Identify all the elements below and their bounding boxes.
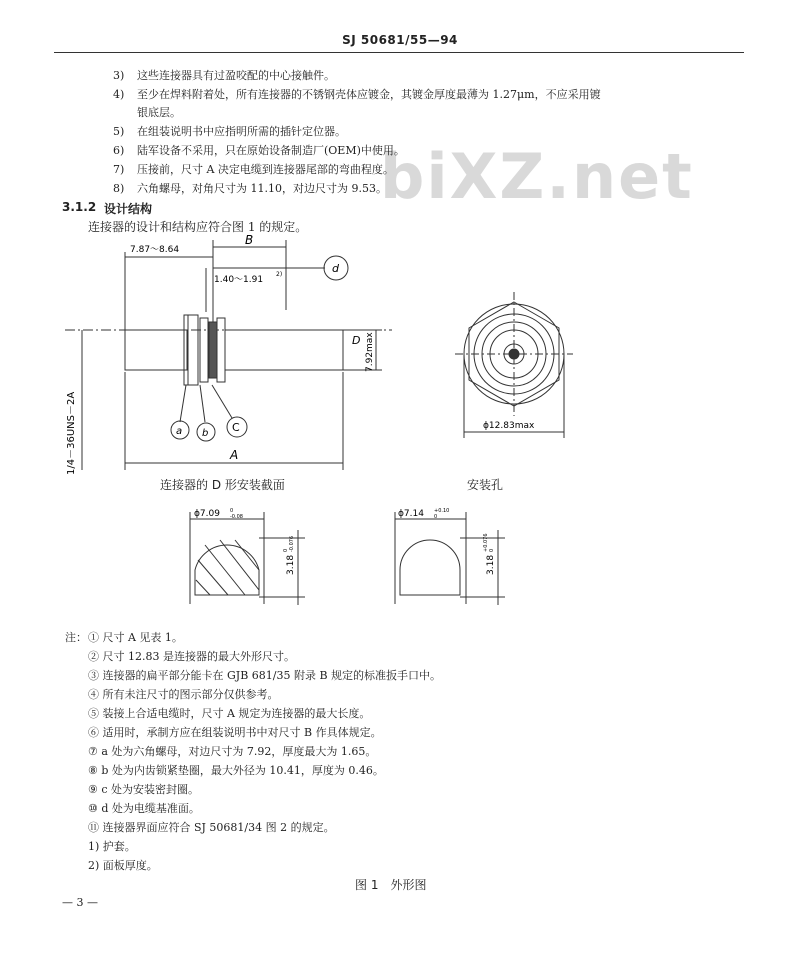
- sec2-width-tol-up: +0.10: [434, 508, 450, 514]
- dim-mid-note: 2): [276, 271, 283, 278]
- note-item: 1) 护套。: [88, 840, 136, 853]
- note-item: ⑩ d 处为电缆基准面。: [88, 802, 200, 815]
- dim-d-label: D: [352, 334, 361, 347]
- sec1-height-label: 3.18: [286, 554, 296, 575]
- caption-mounting-section: 连接器的 D 形安装截面: [160, 478, 285, 492]
- note-item: ③ 连接器的扁平部分能卡在 GJB 681/35 附录 B 规定的标准扳手口中。: [88, 669, 442, 682]
- watermark: biXZ.net: [380, 140, 694, 213]
- sec2-height-tol-up: +0.076: [483, 533, 489, 552]
- doc-header: SJ 50681/55—94: [342, 33, 458, 47]
- note-item: ④ 所有未注尺寸的图示部分仅供参考。: [88, 688, 279, 701]
- item-text: 压接前，尺寸 A 决定电缆到连接器尾部的弯曲程度。: [137, 163, 394, 176]
- figure-caption: 图 1 外形图: [355, 878, 427, 892]
- sec2-width-label: ϕ7.14: [398, 509, 424, 519]
- item-text: 至少在焊料附着处，所有连接器的不锈钢壳体应镀金，其镀金厚度最薄为 1.27μm，不应采用镀: [137, 88, 601, 101]
- page-number-value: 3: [76, 896, 84, 909]
- note-item: 2) 面板厚度。: [88, 859, 158, 872]
- dim-top-label: 7.87～8.64: [130, 245, 180, 255]
- item-number: 8): [113, 182, 125, 195]
- note-item: ② 尺寸 12.83 是连接器的最大外形尺寸。: [88, 650, 295, 663]
- sec1-height-tol-up: 0: [283, 548, 289, 552]
- ref-d-label: d: [332, 262, 339, 275]
- caption-mounting-hole: 安装孔: [467, 478, 504, 492]
- sec2-width-tol-dn: 0: [434, 514, 438, 520]
- item-text: 这些连接器具有过盈咬配的中心接触件。: [137, 69, 335, 82]
- note-item: ⑪ 连接器界面应符合 SJ 50681/34 图 2 的规定。: [88, 821, 335, 834]
- dim-a-label: A: [230, 448, 239, 462]
- thread-label: 1/4－36UNS－2A: [66, 391, 77, 475]
- item-text: 陆军设备不采用，只在原始设备制造厂(OEM)中使用。: [137, 144, 405, 157]
- dim-dia-label: 7.92max: [365, 332, 375, 372]
- dim-b-label: B: [245, 233, 254, 247]
- item-number: 3): [113, 69, 125, 82]
- sec2-height-tol-dn: 0: [489, 548, 495, 552]
- note-item: ① 尺寸 A 见表 1。: [88, 631, 183, 644]
- sec1-height-tol-dn: -0.076: [289, 535, 295, 552]
- sec1-width-label: ϕ7.09: [194, 509, 220, 519]
- section-number: 3.1.2: [62, 200, 97, 214]
- item-text: 银底层。: [137, 106, 181, 119]
- sec2-height-label: 3.18: [486, 554, 496, 575]
- section-body: 连接器的设计和结构应符合图 1 的规定。: [88, 220, 308, 234]
- item-number: 6): [113, 144, 125, 157]
- dim-mid-label: 1.40～1.91: [214, 275, 264, 285]
- note-item: ⑧ b 处为内齿锁紧垫圈，最大外径为 10.41，厚度为 0.46。: [88, 764, 384, 777]
- section-title: 设计结构: [104, 202, 153, 216]
- dim-hole-label: ϕ12.83max: [483, 421, 535, 431]
- note-item: ⑦ a 处为六角螺母，对边尺寸为 7.92，厚度最大为 1.65。: [88, 745, 377, 758]
- sec1-width-tol-dn: -0.08: [230, 514, 243, 520]
- label-b: b: [202, 428, 209, 439]
- item-number: 5): [113, 125, 125, 138]
- item-text: 在组装说明书中应指明所需的插针定位器。: [137, 125, 346, 138]
- label-a: a: [176, 426, 183, 437]
- item-text: 六角螺母，对角尺寸为 11.10，对边尺寸为 9.53。: [137, 182, 387, 195]
- note-item: ⑨ c 处为安装密封圈。: [88, 783, 200, 796]
- note-item: ⑤ 装接上合适电缆时，尺寸 A 规定为连接器的最大长度。: [88, 707, 371, 720]
- item-number: 4): [113, 88, 125, 101]
- note-item: ⑥ 适用时，承制方应在组装说明书中对尺寸 B 作具体规定。: [88, 726, 382, 739]
- item-number: 7): [113, 163, 125, 176]
- sec1-width-tol-up: 0: [230, 508, 234, 514]
- page-number: — 3 —: [62, 896, 98, 909]
- notes-label: 注：: [65, 631, 87, 644]
- label-c: C: [232, 421, 240, 434]
